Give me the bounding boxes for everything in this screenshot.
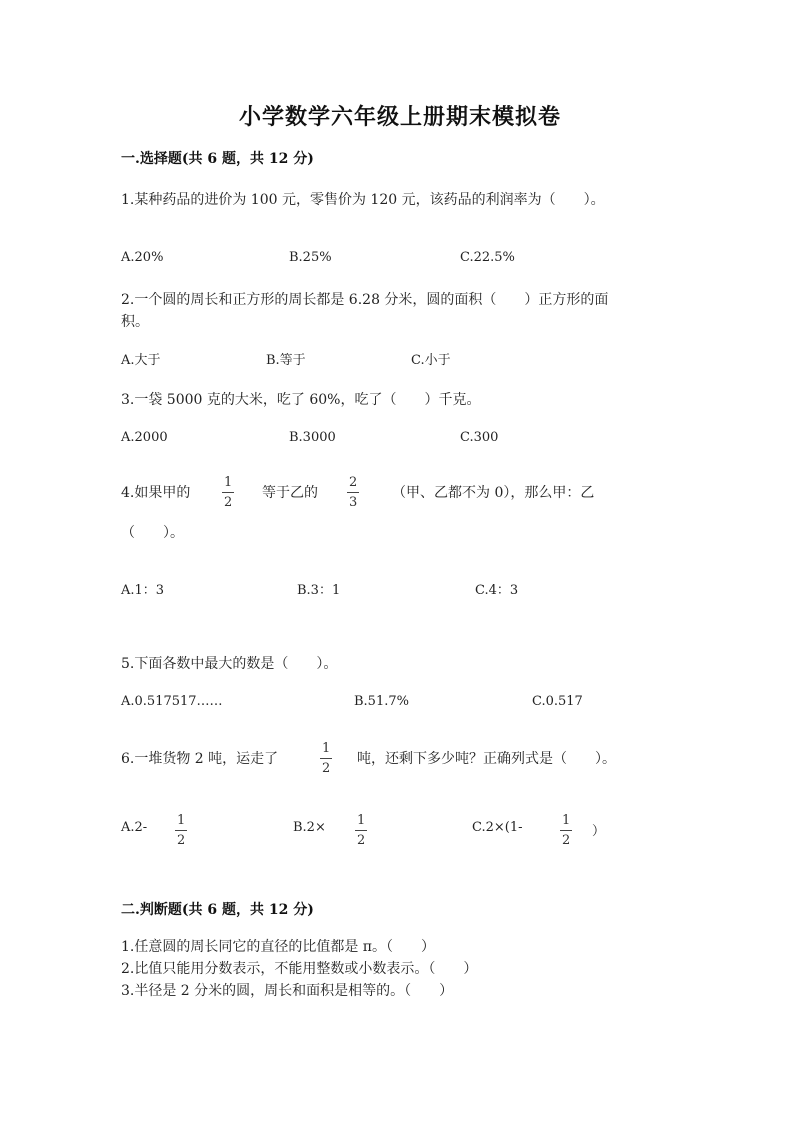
question-4-middle: 等于乙的 <box>262 485 318 501</box>
question-6: 6.一堆货物 2 吨，运走了 <box>121 751 279 767</box>
q6-option-b-numerator: 1 <box>357 813 366 828</box>
q4-option-a[interactable]: A.1：3 <box>121 583 165 598</box>
question-2-line2: 积。 <box>121 314 149 330</box>
judgment-item-1: 1.任意圆的周长同它的直径的比值都是 π。（ ） <box>121 939 436 955</box>
q6-fraction <box>320 741 332 776</box>
q6-option-c-suffix: ） <box>592 824 606 839</box>
q6-option-a-denominator: 2 <box>177 833 186 848</box>
q4-fraction-1-denominator: 2 <box>224 495 233 510</box>
q4-fraction-2 <box>347 475 359 510</box>
q6-option-c-denominator: 2 <box>562 833 571 848</box>
q2-option-a[interactable]: A.大于 <box>121 353 161 368</box>
question-6-end: 吨，还剩下多少吨？正确列式是（ ）。 <box>357 751 616 767</box>
q6-option-c-numerator: 1 <box>562 813 571 828</box>
q1-option-b[interactable]: B.25% <box>289 250 332 265</box>
q4-fraction-1 <box>222 475 234 510</box>
question-4-line2: （ ）。 <box>121 525 184 541</box>
section-heading-choice: 一.选择题(共 6 题，共 12 分) <box>121 151 314 167</box>
q6-option-c[interactable]: C.2×(1- <box>472 820 523 835</box>
q4-option-b[interactable]: B.3：1 <box>297 583 341 598</box>
q4-fraction-2-denominator: 3 <box>349 495 358 510</box>
q6-option-a-fraction <box>175 813 187 848</box>
page-title: 小学数学六年级上册期末模拟卷 <box>238 104 561 130</box>
question-5: 5.下面各数中最大的数是（ ）。 <box>121 656 338 672</box>
q4-fraction-1-numerator: 1 <box>224 475 233 490</box>
question-3: 3.一袋 5000 克的大米，吃了 60%，吃了（ ）千克。 <box>121 392 481 408</box>
q3-option-b[interactable]: B.3000 <box>289 430 336 445</box>
question-4-end: （甲、乙都不为 0），那么甲：乙 <box>392 485 595 501</box>
q6-option-b-denominator: 2 <box>357 833 366 848</box>
judgment-item-2: 2.比值只能用分数表示，不能用整数或小数表示。（ ） <box>121 961 478 977</box>
question-1: 1.某种药品的进价为 100 元，零售价为 120 元，该药品的利润率为（ ）。 <box>121 192 605 208</box>
q6-option-b-fraction <box>355 813 367 848</box>
q6-option-b[interactable]: B.2× <box>293 820 326 835</box>
q6-option-a-numerator: 1 <box>177 813 186 828</box>
q3-option-c[interactable]: C.300 <box>460 430 499 445</box>
q4-option-c[interactable]: C.4：3 <box>475 583 519 598</box>
judgment-item-3: 3.半径是 2 分米的圆，周长和面积是相等的。（ ） <box>121 983 454 999</box>
q1-option-a[interactable]: A.20% <box>121 250 164 265</box>
q1-option-c[interactable]: C.22.5% <box>460 250 515 265</box>
q5-option-c[interactable]: C.0.517 <box>532 694 583 709</box>
q5-option-a[interactable]: A.0.517517…… <box>121 694 223 709</box>
q6-fraction-denominator: 2 <box>322 761 331 776</box>
q2-option-c[interactable]: C.小于 <box>411 353 451 368</box>
section-heading-judgment: 二.判断题(共 6 题，共 12 分) <box>121 902 314 918</box>
q2-option-b[interactable]: B.等于 <box>266 353 306 368</box>
q6-option-a[interactable]: A.2- <box>121 820 148 835</box>
question-4: 4.如果甲的 <box>121 485 191 501</box>
q6-fraction-numerator: 1 <box>322 741 331 756</box>
q3-option-a[interactable]: A.2000 <box>121 430 168 445</box>
q6-option-c-fraction <box>560 813 572 848</box>
q5-option-b[interactable]: B.51.7% <box>354 694 409 709</box>
question-2: 2.一个圆的周长和正方形的周长都是 6.28 分米，圆的面积（ ）正方形的面 <box>121 292 609 308</box>
q4-fraction-2-numerator: 2 <box>349 475 358 490</box>
